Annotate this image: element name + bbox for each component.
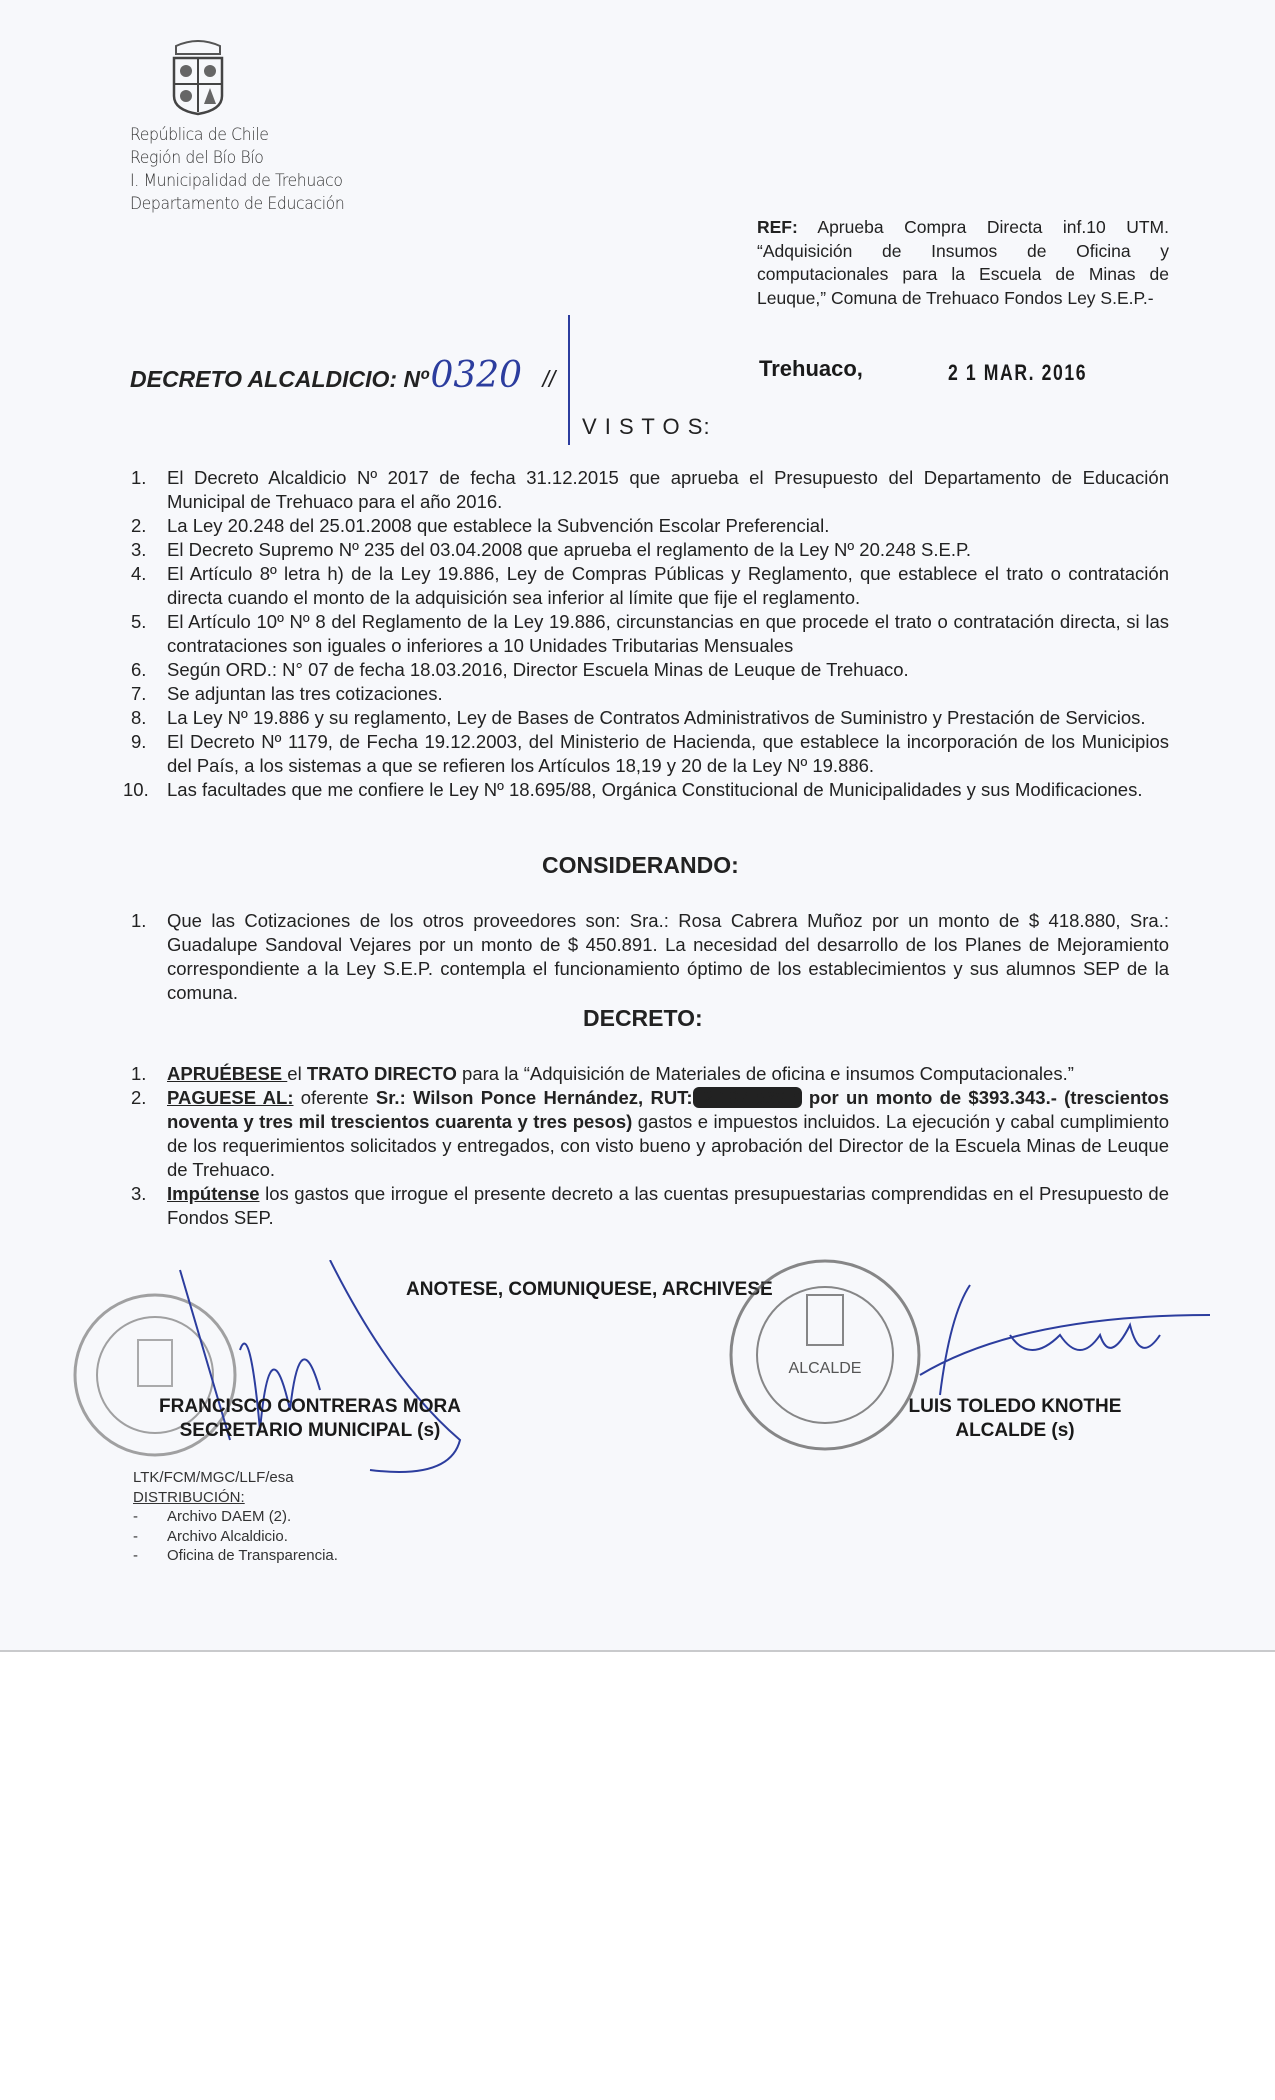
signer-name: LUIS TOLEDO KNOTHE: [908, 1396, 1122, 1417]
header-line: Región del Bío Bío: [130, 148, 264, 168]
considerando-list: [131, 909, 1169, 1005]
direct-deal-keyword: TRATO DIRECTO: [306, 1063, 457, 1084]
list-item: 3. El Decreto Supremo Nº 235 del 03.04.2008 que aprueba el reglamento de la Ley Nº 20.248 S.E.P.: [131, 538, 1169, 562]
reference-block: [757, 216, 1169, 310]
ref-label: REF:: [757, 217, 798, 237]
text: oferente: [293, 1087, 376, 1108]
decree-number-handwritten: 0320: [430, 355, 523, 396]
list-item: 2. PAGUESE AL: oferente Sr.: Wilson Ponce Hernández, RUT:12.197.636-6 por un monto de $393.343.- (trescientos noventa y tres mil trescientos cuarenta y tres pesos) gastos e impuestos incluidos. La ejecución y cabal cumplimiento de los requerimientos solicitados y entregados, con visto bueno y aprobación del Director de la Escuela Minas de Leuque de Trehuaco.: [131, 1087, 1170, 1180]
text: los gastos que irrogue el presente decreto a las cuentas presupuestarias comprendidas en el Presupuesto de Fondos SEP.: [167, 1183, 1169, 1228]
text: para la “Adquisición de Materiales de oficina e insumos Computacionales.”: [456, 1063, 1074, 1084]
item-text: Las facultades que me confiere le Ley Nº 18.695/88, Orgánica Constitucional de Municipalidades y sus Modificaciones.: [167, 779, 1143, 800]
decree-label: DECRETO ALCALDICIO: Nº: [130, 366, 429, 392]
mayor-signature-block: [890, 1395, 1140, 1443]
distribution-item: - Archivo Alcaldicio.: [133, 1527, 288, 1545]
list-item: 5. El Artículo 10º Nº 8 del Reglamento de la Ley 19.886, circunstancias en que procede el trato o contratación directa, si las contrataciones son iguales o inferiores a 10 Unidades Tributarias Mensuales: [131, 611, 1169, 656]
closing-formula: ANOTESE, COMUNIQUESE, ARCHIVESE: [406, 1279, 773, 1300]
item-text: [167, 1086, 1169, 1182]
item-text: [167, 1062, 1169, 1086]
header-line: Departamento de Educación: [130, 194, 345, 214]
decreto-list: [131, 1062, 1169, 1230]
item-text: Se adjuntan las tres cotizaciones.: [167, 683, 443, 704]
secretary-signature-block: [140, 1395, 480, 1443]
item-text: La Ley Nº 19.886 y su reglamento, Ley de Bases de Contratos Administrativos de Suministro y Prestación de Servicios.: [167, 707, 1146, 728]
pen-stroke: [568, 315, 570, 445]
list-item: 1. El Decreto Alcaldicio Nº 2017 de fecha 31.12.2015 que aprueba el Presupuesto del Departamento de Educación Municipal de Trehuaco para el año 2016.: [131, 467, 1169, 512]
header-line: I. Municipalidad de Trehuaco: [130, 171, 343, 191]
distribution-label: DISTRIBUCIÓN:: [133, 1488, 245, 1506]
list-item: 2. La Ley 20.248 del 25.01.2008 que establece la Subvención Escolar Preferencial.: [131, 514, 1169, 538]
footer: [133, 1468, 338, 1566]
date-stamp: 2 1 MAR. 2016: [948, 360, 1088, 385]
list-item: 9. El Decreto Nº 1179, de Fecha 19.12.2003, del Ministerio de Hacienda, que establece la incorporación de los Municipios del País, a los sistemas a que se refieren los Artículos 18,19 y 20 de la Ley Nº 19.886.: [131, 731, 1169, 776]
list-item: 1. APRUÉBESE el TRATO DIRECTO para la “Adquisición de Materiales de oficina e insumos Computacionales.”: [131, 1062, 1169, 1086]
header-line: República de Chile: [130, 125, 269, 145]
signer-name: FRANCISCO CONTRERAS MORA: [159, 1396, 461, 1417]
signer-role: ALCALDE (s): [955, 1420, 1075, 1441]
list-item: 1. Que las Cotizaciones de los otros proveedores son: Sra.: Rosa Cabrera Muñoz por un monto de $ 418.880, Sra.: Guadalupe Sandoval Vejares por un monto de $ 450.891. La necesidad del desarrollo de los Planes de Mejoramiento correspondiente a la Ley S.E.P. contempla el funcionamiento óptimo de los establecimientos y sus alumnos SEP de la comuna.: [131, 910, 1169, 1003]
item-text: El Artículo 10º Nº 8 del Reglamento de la Ley 19.886, circunstancias en que procede el trato o contratación directa, si las contrataciones son iguales o inferiores a 10 Unidades Tributarias Mensuales: [167, 611, 1169, 656]
list-item: 3. Impútense los gastos que irrogue el presente decreto a las cuentas presupuestarias comprendidas en el Presupuesto de Fondos SEP.: [131, 1183, 1169, 1228]
payee: Sr.: Wilson Ponce Hernández, RUT:: [375, 1087, 693, 1108]
initials: LTK/FCM/MGC/LLF/esa: [133, 1469, 294, 1486]
signer-role: SECRETARIO MUNICIPAL (s): [179, 1420, 441, 1441]
distribution-item: - Archivo DAEM (2).: [133, 1508, 292, 1525]
issuer-header: [130, 124, 344, 216]
list-item: 7. Se adjuntan las tres cotizaciones.: [131, 682, 1169, 706]
ref-text: Aprueba Compra Directa inf.10 UTM. “Adquisición de Insumos de Oficina y computacionales para la Escuela de Minas de Leuque,” Comuna de Trehuaco Fondos Ley S.E.P.-: [757, 217, 1169, 308]
item-text: La Ley 20.248 del 25.01.2008 que establece la Subvención Escolar Preferencial.: [167, 515, 830, 536]
approve-keyword: APRUÉBESE: [167, 1063, 288, 1084]
decree-number-line: [130, 355, 555, 396]
impute-keyword: Impútense: [167, 1183, 260, 1204]
text: gastos e impuestos incluidos. La ejecución y cabal cumplimiento de los requerimientos solicitados y entregados, con visto bueno y aprobación del Director de la Escuela Minas de Leuque de Trehuaco.: [167, 1111, 1169, 1180]
city: Trehuaco,: [759, 356, 863, 381]
item-text: [167, 1182, 1169, 1230]
text: el: [287, 1063, 307, 1084]
secretary-signature: [170, 1260, 480, 1500]
item-text: El Decreto Supremo Nº 235 del 03.04.2008 que aprueba el reglamento de la Ley Nº 20.248 S.E.P.: [167, 539, 972, 560]
amount: por un monto de $393.343.- (trescientos noventa y tres mil trescientos cuarenta y tres pesos): [167, 1087, 1170, 1132]
list-item: 8. La Ley Nº 19.886 y su reglamento, Ley de Bases de Contratos Administrativos de Suministro y Prestación de Servicios.: [131, 706, 1169, 730]
distribution-item: - Oficina de Transparencia.: [133, 1547, 338, 1564]
item-text: El Artículo 8º letra h) de la Ley 19.886, Ley de Compras Públicas y Reglamento, que establece el trato o contratación directa cuando el monto de la adquisición sea inferior al límite que fije el reglamento.: [167, 563, 1169, 608]
considerando-heading: CONSIDERANDO:: [542, 852, 739, 878]
list-item: 6. Según ORD.: N° 07 de fecha 18.03.2016, Director Escuela Minas de Leuque de Trehuaco.: [131, 658, 1169, 682]
item-text: Que las Cotizaciones de los otros proveedores son: Sra.: Rosa Cabrera Muñoz por un monto de $ 418.880, Sra.: Guadalupe Sandoval Vejares por un monto de $ 450.891. La necesidad del desarrollo de los Planes de Mejoramiento correspondiente a la Ley S.E.P. contempla el funcionamiento óptimo de los establecimientos y sus alumnos SEP de la comuna.: [167, 910, 1169, 1003]
item-text: El Decreto Nº 1179, de Fecha 19.12.2003, del Ministerio de Hacienda, que establece la incorporación de los Municipios del País, a los sistemas a que se refieren los Artículos 18,19 y 20 de la Ley Nº 19.886.: [167, 731, 1169, 776]
vistos-list: [123, 466, 1169, 802]
decree-suffix: //: [542, 366, 556, 392]
redacted-rut: 12.197.636-6: [692, 1087, 802, 1108]
stamp-text: ALCALDE: [788, 1360, 862, 1377]
coat-of-arms-logo: [168, 40, 228, 116]
item-text: Según ORD.: N° 07 de fecha 18.03.2016, Director Escuela Minas de Leuque de Trehuaco.: [167, 659, 909, 680]
pay-keyword: PAGUESE AL:: [167, 1087, 294, 1108]
vistos-heading: V I S T O S:: [582, 414, 711, 439]
decreto-heading: DECRETO:: [583, 1005, 703, 1031]
item-text: El Decreto Alcaldicio Nº 2017 de fecha 31.12.2015 que aprueba el Presupuesto del Departamento de Educación Municipal de Trehuaco para el año 2016.: [167, 467, 1169, 512]
list-item: 4. El Artículo 8º letra h) de la Ley 19.886, Ley de Compras Públicas y Reglamento, que establece el trato o contratación directa cuando el monto de la adquisición sea inferior al límite que fije el reglamento.: [131, 563, 1169, 608]
list-item: 10. Las facultades que me confiere le Ley Nº 18.695/88, Orgánica Constitucional de Municipalidades y sus Modificaciones.: [131, 778, 1169, 802]
